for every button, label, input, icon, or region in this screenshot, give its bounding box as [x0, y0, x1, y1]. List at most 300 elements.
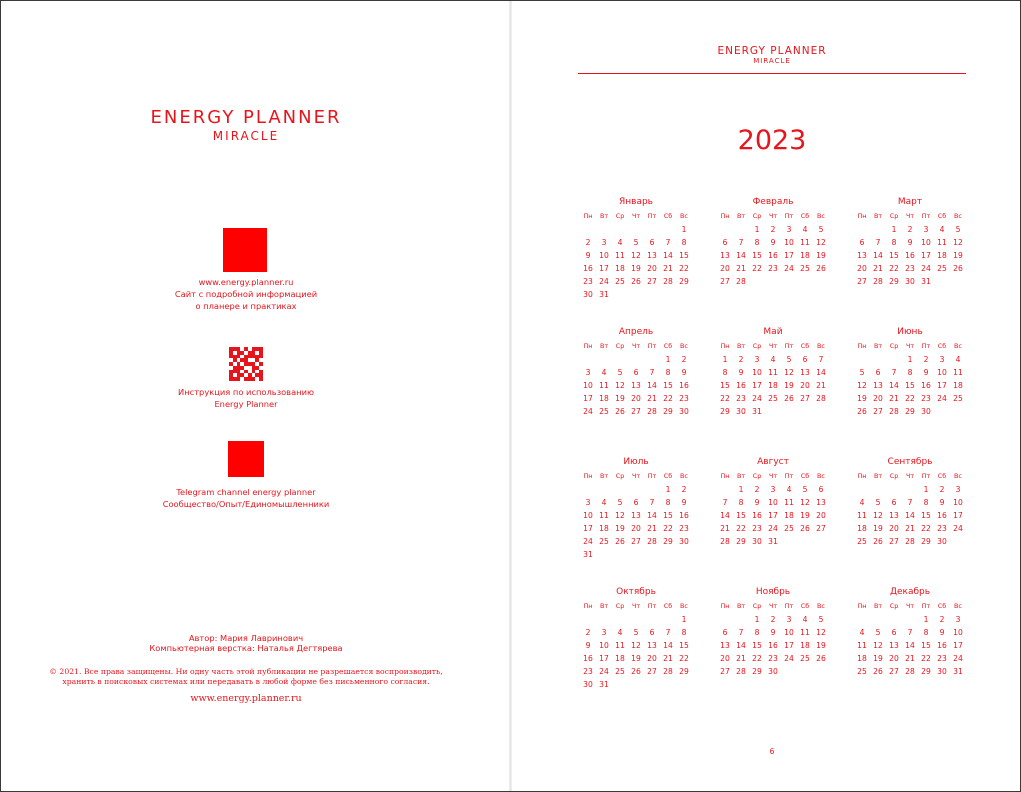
calendar-day: 11 [857, 641, 867, 650]
calendar-day: 19 [631, 264, 641, 273]
empty-day [612, 223, 628, 236]
calendar-day: 4 [770, 355, 776, 364]
empty-day [854, 613, 870, 626]
header-brand-title: ENERGY PLANNER [717, 45, 827, 57]
calendar-day: 19 [800, 511, 810, 520]
calendar-day: 5 [875, 498, 881, 507]
calendar-day: 21 [873, 264, 883, 273]
calendar-day: 21 [736, 264, 746, 273]
calendar-day: 9 [585, 251, 591, 260]
calendar-day: 13 [631, 511, 641, 520]
calendar-day: 12 [615, 511, 625, 520]
weekday-label: Ср [752, 342, 762, 350]
calendar-day: 9 [585, 641, 591, 650]
calendar-day: 8 [923, 628, 929, 637]
calendar-day: 31 [921, 277, 931, 286]
weekday-label: Вс [680, 472, 688, 480]
calendar-day: 23 [937, 524, 947, 533]
weekday-label: Чт [905, 602, 915, 610]
calendar-day: 7 [738, 628, 744, 637]
calendar-day: 30 [905, 277, 915, 286]
calendar-day: 11 [800, 628, 810, 637]
empty-day [580, 353, 596, 366]
weekday-label: Чт [768, 602, 778, 610]
weekday-label: Вт [873, 212, 883, 220]
month-days-grid [717, 340, 829, 418]
empty-day [870, 483, 886, 496]
calendar-day: 3 [786, 615, 792, 624]
calendar-day: 25 [768, 394, 778, 403]
calendar-day: 27 [816, 524, 826, 533]
calendar-day: 10 [752, 368, 762, 377]
calendar-day: 28 [889, 407, 899, 416]
calendar-day: 19 [784, 381, 794, 390]
calendar-day: 15 [752, 641, 762, 650]
weekday-label: Вс [817, 602, 825, 610]
month-days-grid [717, 210, 829, 288]
weekday-label: Вт [736, 472, 746, 480]
calendar-day: 7 [907, 628, 913, 637]
calendar-day: 24 [752, 394, 762, 403]
calendar-day: 19 [953, 251, 963, 260]
calendar-day: 26 [800, 524, 810, 533]
copyright-line-2: хранить в поисковых системах или передавать в любой форме без письменного согласия. [62, 677, 430, 686]
calendar-day: 31 [768, 537, 778, 546]
calendar-day: 3 [939, 355, 945, 364]
calendar-day: 25 [800, 654, 810, 663]
month-days-grid [717, 470, 829, 548]
calendar-day: 28 [647, 537, 657, 546]
calendar-day: 18 [615, 654, 625, 663]
calendar-day: 20 [647, 264, 657, 273]
calendar-day: 12 [816, 238, 826, 247]
calendar-day: 5 [818, 225, 824, 234]
calendar-day: 4 [802, 615, 808, 624]
calendar-day: 31 [599, 680, 609, 689]
calendar-day: 18 [599, 524, 609, 533]
calendar-day: 4 [955, 355, 961, 364]
weekday-label: Вс [680, 342, 688, 350]
calendar-day: 14 [647, 381, 657, 390]
calendar-day: 11 [800, 238, 810, 247]
calendar-day: 25 [857, 537, 867, 546]
weekday-label: Ср [889, 342, 899, 350]
calendar-day: 30 [937, 537, 947, 546]
calendar-day: 27 [720, 277, 730, 286]
calendar-day: 10 [937, 368, 947, 377]
website-desc-line-1: Сайт с подробной информацией [174, 289, 318, 299]
calendar-day: 29 [889, 277, 899, 286]
month-days-grid [580, 210, 692, 301]
calendar-day: 3 [770, 485, 776, 494]
calendar-day: 18 [857, 654, 867, 663]
empty-day [902, 483, 918, 496]
calendar-day: 18 [953, 381, 963, 390]
calendar-day: 11 [768, 368, 778, 377]
calendar-day: 5 [786, 355, 792, 364]
month-days-grid [580, 340, 692, 418]
month-name: Август [757, 457, 789, 467]
calendar-day: 8 [923, 498, 929, 507]
weekday-label: Пн [857, 212, 867, 220]
calendar-day: 21 [720, 524, 730, 533]
calendar-day: 24 [599, 667, 609, 676]
calendar-day: 5 [802, 485, 808, 494]
calendar-day: 12 [873, 641, 883, 650]
calendar-day: 27 [889, 667, 899, 676]
calendar-day: 1 [891, 225, 897, 234]
calendar-day: 21 [736, 654, 746, 663]
calendar-day: 27 [800, 394, 810, 403]
calendar-day: 4 [939, 225, 945, 234]
empty-day [612, 483, 628, 496]
header-brand-subtitle: MIRACLE [753, 57, 791, 65]
weekday-label: Пн [583, 472, 593, 480]
calendar-day: 2 [585, 238, 591, 247]
calendar-day: 27 [631, 537, 641, 546]
calendar-day: 15 [679, 641, 689, 650]
calendar-day: 17 [953, 511, 963, 520]
copyright-line-1: © 2021. Все права защищены. Ни одну часть этой публикации не разрешается воспроизводить, [49, 667, 443, 676]
calendar-day: 15 [921, 641, 931, 650]
calendar-day: 17 [768, 511, 778, 520]
weekday-label: Сб [800, 342, 810, 350]
calendar-day: 22 [679, 654, 689, 663]
calendar-day: 4 [786, 485, 792, 494]
calendar-day: 25 [599, 537, 609, 546]
calendar-day: 17 [599, 264, 609, 273]
calendar-day: 24 [921, 264, 931, 273]
weekday-label: Ср [615, 472, 625, 480]
calendar-day: 2 [738, 355, 744, 364]
calendar-day: 8 [754, 238, 760, 247]
website-qr-code[interactable] [223, 228, 267, 272]
calendar-day: 28 [663, 667, 673, 676]
calendar-day: 16 [679, 511, 689, 520]
calendar-day: 15 [720, 381, 730, 390]
calendar-day: 19 [816, 641, 826, 650]
calendar-day: 2 [939, 485, 945, 494]
month-name: Июль [623, 457, 649, 467]
weekday-label: Вс [680, 602, 688, 610]
weekday-label: Вс [680, 212, 688, 220]
calendar-day: 20 [816, 511, 826, 520]
page-number: 6 [769, 747, 775, 756]
weekday-label: Вс [817, 212, 825, 220]
empty-day [596, 613, 612, 626]
calendar-day: 7 [738, 238, 744, 247]
calendar-day: 19 [873, 524, 883, 533]
calendar-day: 1 [754, 615, 760, 624]
calendar-day: 10 [953, 628, 963, 637]
weekday-label: Пн [583, 602, 593, 610]
calendar-day: 13 [873, 381, 883, 390]
weekday-label: Вт [599, 472, 609, 480]
month-block [580, 585, 692, 704]
telegram-caption [1, 486, 491, 510]
calendar-day: 9 [923, 368, 929, 377]
calendar-day: 23 [768, 654, 778, 663]
calendar-day: 1 [923, 615, 929, 624]
calendar-day: 11 [937, 238, 947, 247]
calendar-day: 13 [816, 498, 826, 507]
weekday-label: Сб [663, 342, 673, 350]
left-page [1, 1, 509, 791]
calendar-day: 9 [738, 368, 744, 377]
weekday-label: Ср [889, 602, 899, 610]
calendar-day: 16 [905, 251, 915, 260]
layout-designer: Компьютерная верстка: Наталья Дегтярева [149, 643, 343, 653]
calendar-day: 8 [665, 368, 671, 377]
weekday-label: Сб [800, 602, 810, 610]
calendar-day: 30 [736, 407, 746, 416]
calendar-day: 20 [631, 394, 641, 403]
calendar-day: 16 [736, 381, 746, 390]
calendar-day: 5 [875, 628, 881, 637]
calendar-day: 3 [955, 615, 961, 624]
month-block [854, 455, 966, 574]
calendar-day: 15 [663, 381, 673, 390]
calendar-day: 14 [873, 251, 883, 260]
weekday-label: Чт [905, 342, 915, 350]
calendar-day: 2 [923, 355, 929, 364]
calendar-day: 31 [953, 667, 963, 676]
calendar-day: 24 [937, 394, 947, 403]
calendar-day: 15 [736, 511, 746, 520]
instruction-qr-code[interactable] [229, 347, 263, 381]
empty-day [580, 613, 596, 626]
empty-day [886, 613, 902, 626]
weekday-label: Чт [905, 212, 915, 220]
calendar-day: 27 [647, 277, 657, 286]
calendar-day: 6 [633, 368, 639, 377]
calendar-day: 24 [953, 654, 963, 663]
calendar-day: 28 [816, 394, 826, 403]
month-block [580, 325, 692, 444]
calendar-day: 20 [800, 381, 810, 390]
calendar-day: 19 [857, 394, 867, 403]
weekday-label: Чт [768, 342, 778, 350]
calendar-day: 11 [857, 511, 867, 520]
calendar-day: 14 [905, 511, 915, 520]
calendar-day: 14 [647, 511, 657, 520]
month-name: Декабрь [889, 587, 931, 597]
calendar-day: 28 [905, 667, 915, 676]
calendar-day: 1 [754, 225, 760, 234]
calendar-day: 16 [937, 511, 947, 520]
telegram-line-1: Telegram channel energy planner [176, 487, 316, 497]
month-block [854, 585, 966, 704]
calendar-day: 11 [953, 368, 963, 377]
empty-day [886, 483, 902, 496]
calendar-day: 23 [905, 264, 915, 273]
weekday-label: Вт [599, 342, 609, 350]
weekday-label: Пт [784, 212, 794, 220]
calendar-day: 20 [889, 524, 899, 533]
weekday-label: Чт [768, 472, 778, 480]
weekday-label: Вт [736, 212, 746, 220]
weekday-label: Пн [857, 602, 867, 610]
calendar-day: 4 [859, 628, 865, 637]
website-url[interactable]: www.energy.planner.ru [198, 277, 294, 287]
calendar-day: 9 [754, 498, 760, 507]
calendar-day: 12 [784, 368, 794, 377]
calendar-day: 22 [736, 524, 746, 533]
calendar-day: 11 [599, 511, 609, 520]
instruction-line-2: Energy Planner [214, 399, 278, 409]
calendar-day: 24 [768, 524, 778, 533]
weekday-label: Ср [615, 342, 625, 350]
calendar-day: 25 [800, 264, 810, 273]
calendar-day: 7 [665, 238, 671, 247]
calendar-day: 12 [800, 498, 810, 507]
calendar-day: 19 [873, 654, 883, 663]
calendar-day: 21 [663, 264, 673, 273]
calendar-day: 3 [786, 225, 792, 234]
calendar-day: 9 [907, 238, 913, 247]
calendar-day: 29 [905, 407, 915, 416]
empty-day [854, 353, 870, 366]
empty-day [660, 223, 676, 236]
calendar-day: 9 [939, 628, 945, 637]
calendar-day: 1 [681, 225, 687, 234]
calendar-day: 18 [800, 641, 810, 650]
empty-day [717, 613, 733, 626]
calendar-day: 11 [615, 251, 625, 260]
calendar-day: 13 [631, 381, 641, 390]
empty-day [628, 483, 644, 496]
calendar-day: 18 [615, 264, 625, 273]
weekday-label: Пн [583, 212, 593, 220]
weekday-label: Вт [599, 212, 609, 220]
month-days-grid [854, 470, 966, 548]
empty-day [717, 223, 733, 236]
calendar-day: 14 [736, 641, 746, 650]
weekday-label: Сб [663, 602, 673, 610]
calendar-day: 27 [857, 277, 867, 286]
calendar-day: 8 [738, 498, 744, 507]
month-block [717, 585, 829, 704]
calendar-day: 5 [617, 498, 623, 507]
calendar-day: 26 [631, 277, 641, 286]
calendar-day: 20 [857, 264, 867, 273]
empty-day [628, 353, 644, 366]
calendar-day: 1 [907, 355, 913, 364]
month-days-grid [854, 600, 966, 678]
calendar-day: 13 [720, 251, 730, 260]
calendar-day: 25 [784, 524, 794, 533]
calendar-day: 4 [617, 238, 623, 247]
calendar-day: 12 [615, 381, 625, 390]
calendar-day: 7 [649, 498, 655, 507]
site-link[interactable]: www.energy.planner.ru [190, 693, 302, 704]
month-days-grid [580, 600, 692, 691]
telegram-qr-code[interactable] [228, 441, 264, 477]
calendar-day: 28 [736, 667, 746, 676]
calendar-day: 25 [937, 264, 947, 273]
calendar-day: 11 [599, 381, 609, 390]
month-days-grid [580, 470, 692, 561]
calendar-day: 29 [679, 667, 689, 676]
calendar-day: 24 [583, 407, 593, 416]
year-calendar [580, 195, 966, 704]
copyright-notice [41, 667, 451, 687]
brand-title: ENERGY PLANNER [150, 107, 342, 128]
calendar-day: 23 [921, 394, 931, 403]
calendar-day: 29 [663, 407, 673, 416]
weekday-label: Пт [921, 212, 931, 220]
weekday-label: Пт [784, 342, 794, 350]
empty-day [580, 223, 596, 236]
calendar-day: 31 [752, 407, 762, 416]
calendar-day: 3 [923, 225, 929, 234]
weekday-label: Вс [954, 602, 962, 610]
calendar-day: 30 [679, 537, 689, 546]
calendar-day: 22 [752, 654, 762, 663]
credits [1, 633, 491, 653]
calendar-day: 26 [816, 264, 826, 273]
weekday-label: Чт [905, 472, 915, 480]
month-days-grid [854, 340, 966, 418]
calendar-day: 1 [923, 485, 929, 494]
weekday-label: Ср [889, 472, 899, 480]
weekday-label: Чт [768, 212, 778, 220]
calendar-day: 28 [647, 407, 657, 416]
calendar-day: 16 [768, 641, 778, 650]
calendar-day: 6 [859, 238, 865, 247]
calendar-day: 2 [770, 225, 776, 234]
calendar-day: 30 [937, 667, 947, 676]
calendar-day: 9 [770, 628, 776, 637]
calendar-day: 30 [583, 290, 593, 299]
calendar-day: 8 [681, 628, 687, 637]
calendar-day: 16 [583, 264, 593, 273]
calendar-day: 7 [649, 368, 655, 377]
calendar-day: 10 [921, 238, 931, 247]
calendar-day: 13 [647, 641, 657, 650]
calendar-day: 9 [770, 238, 776, 247]
month-block [854, 195, 966, 314]
calendar-day: 6 [802, 355, 808, 364]
weekday-label: Пт [784, 602, 794, 610]
calendar-day: 22 [663, 524, 673, 533]
calendar-day: 15 [905, 381, 915, 390]
calendar-day: 8 [754, 628, 760, 637]
calendar-day: 22 [921, 654, 931, 663]
calendar-day: 6 [891, 628, 897, 637]
calendar-day: 19 [615, 524, 625, 533]
calendar-day: 25 [953, 394, 963, 403]
weekday-label: Вт [599, 602, 609, 610]
calendar-day: 13 [857, 251, 867, 260]
calendar-day: 22 [921, 524, 931, 533]
calendar-day: 10 [768, 498, 778, 507]
calendar-day: 14 [663, 641, 673, 650]
calendar-day: 24 [599, 277, 609, 286]
month-block [580, 195, 692, 314]
calendar-day: 14 [905, 641, 915, 650]
calendar-day: 23 [679, 524, 689, 533]
calendar-day: 29 [663, 537, 673, 546]
calendar-day: 31 [599, 290, 609, 299]
month-name: Июнь [897, 327, 923, 337]
right-page [512, 1, 1020, 791]
calendar-day: 16 [752, 511, 762, 520]
calendar-day: 5 [955, 225, 961, 234]
calendar-day: 12 [873, 511, 883, 520]
calendar-day: 3 [585, 368, 591, 377]
month-block [717, 195, 829, 314]
